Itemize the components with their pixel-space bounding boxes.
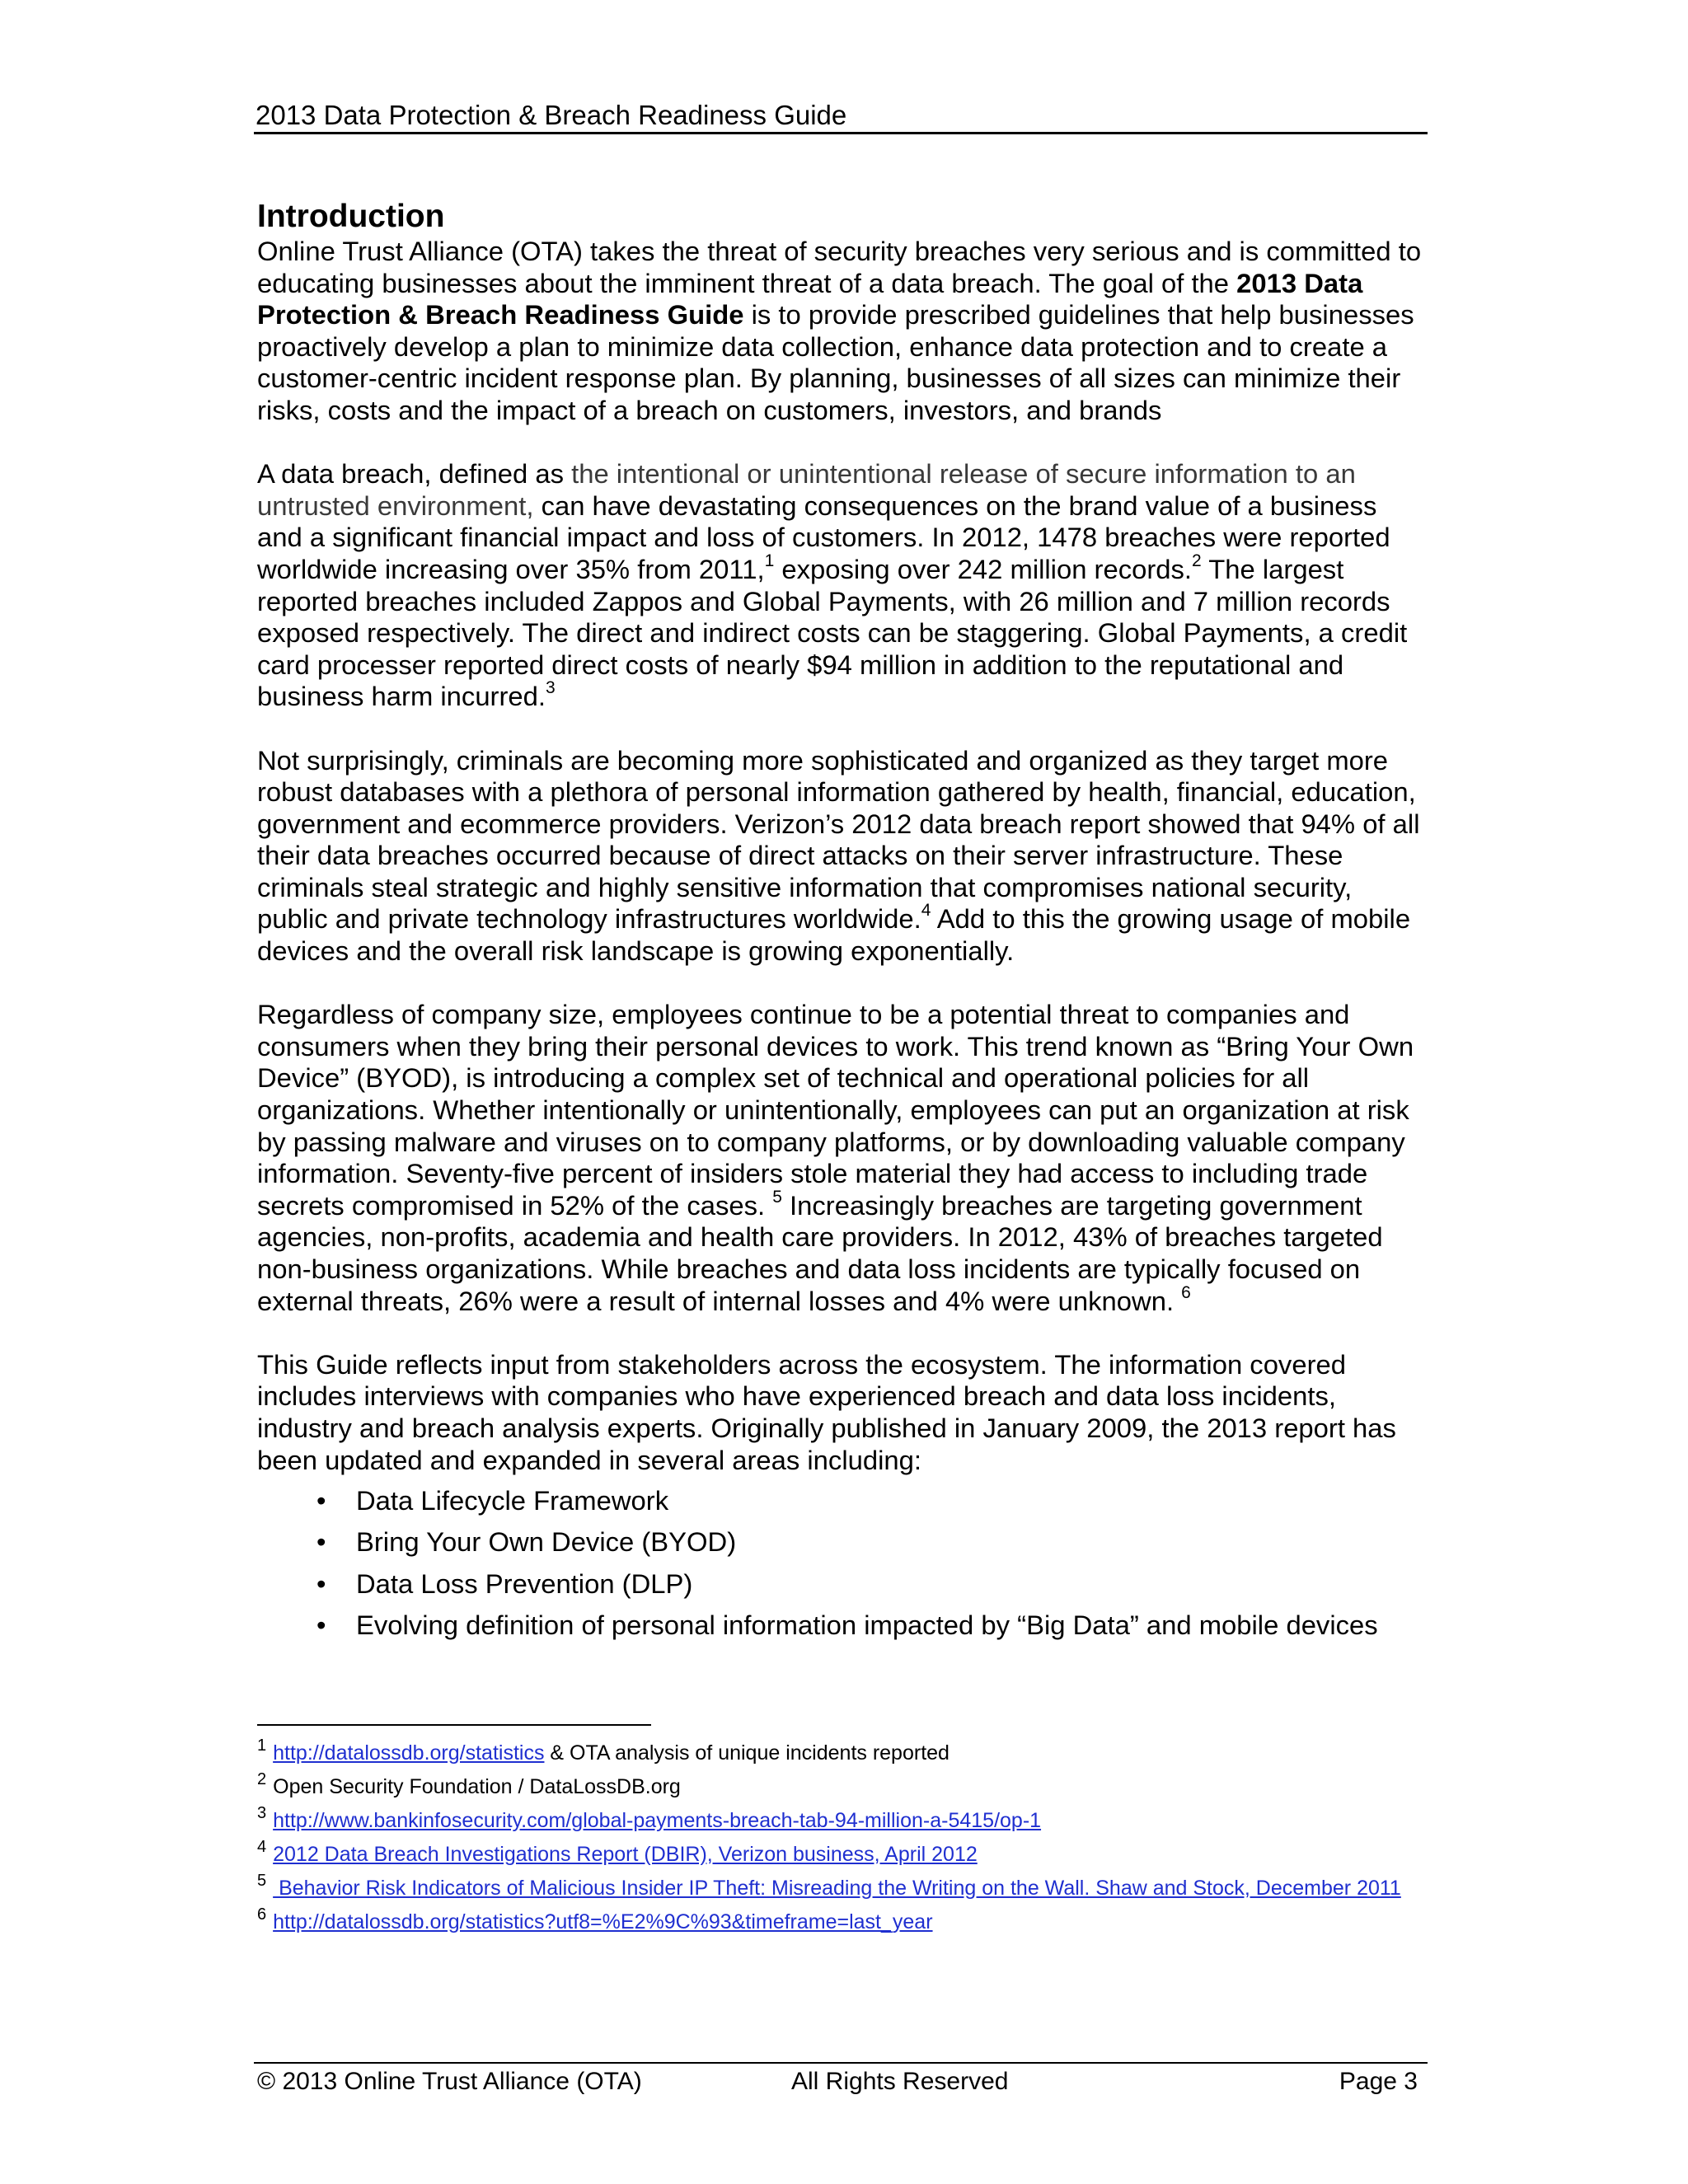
footer-rights: All Rights Reserved xyxy=(791,2068,1009,2095)
footnote-ref-5[interactable]: 5 xyxy=(772,1187,782,1207)
footnote-2: $^2$ Open Security Foundation / DataLossDB.org xyxy=(257,1770,681,1798)
paragraph-2: A data breach, defined as the intentional or unintentional release of secure information to an untrusted environment, can have devastating consequences on the brand value of a business and a significant financial impact and loss of customers. In 2012, 1478 breaches were reported worldwide increasing over 35% from 2011,$^1$ exposing over 242 million records.$^2$ The largest reported breaches included Zappos and Global Payments, with 26 million and 7 million records exposed respectively. The direct and indirect costs can be staggering. Global Payments, a credit card processer reported direct costs of nearly $94 million in addition to the reputational and business harm incurred.$^3$ xyxy=(257,458,1408,712)
footnote-6: $^6$ http://datalossdb.org/statistics?utf8=%E2%9C%93&timeframe=last_year xyxy=(257,1905,933,1933)
guide-title-bold: 2013 Data Protection & Breach Readiness Guide xyxy=(257,267,1363,330)
paragraph-3: Not surprisingly, criminals are becoming more sophisticated and organized as they target more robust databases with a plethora of personal information gathered by health, financial, education, government and ecommerce providers. Verizon’s 2012 data breach report showed that 94% of all their data breaches occurred because of direct attacks on their server infrastructure. These criminals steal strategic and highly sensitive information that compromises national security, public and private technology infrastructures worldwide.$^4$ Add to this the growing usage of mobile devices and the overall risk landscape is growing exponentially. xyxy=(257,744,1420,967)
list-item: • Data Lifecycle Framework xyxy=(257,1480,1428,1522)
footnote-link[interactable]: Behavior Risk Indicators of Malicious Insider IP Theft: Misreading the Writing on the Wall. Shaw and Stock, December 2011 xyxy=(273,1877,1401,1900)
footer-rule xyxy=(254,2062,1428,2064)
running-header: 2013 Data Protection & Breach Readiness Guide xyxy=(256,100,847,130)
bullet-icon: • xyxy=(316,1526,326,1558)
footnote-5: $^5$ Behavior Risk Indicators of Malicious Insider IP Theft: Misreading the Writing on the Wall. Shaw and Stock, December 2011 xyxy=(257,1872,1401,1900)
list-item: • Data Loss Prevention (DLP) xyxy=(257,1563,1428,1605)
paragraph-5: This Guide reflects input from stakeholders across the ecosystem. The information covered includes interviews with companies who have experienced breach and data loss incidents, industry and breach analysis experts. Originally published in January 2009, the 2013 report has been updated and expanded in several areas including: xyxy=(257,1348,1396,1475)
footnote-link[interactable]: http://datalossdb.org/statistics xyxy=(273,1741,545,1765)
body-text xyxy=(257,198,1428,1647)
footnote-link[interactable]: http://datalossdb.org/statistics?utf8=%E2%9C%93&timeframe=last_year xyxy=(273,1910,933,1933)
header-rule xyxy=(254,132,1428,134)
bullet-list xyxy=(257,1480,1428,1647)
footnote-ref-3[interactable]: 3 xyxy=(546,678,556,698)
footer-copyright: © 2013 Online Trust Alliance (OTA) xyxy=(257,2068,642,2095)
bullet-icon: • xyxy=(316,1568,326,1599)
footnote-link[interactable]: http://www.bankinfosecurity.com/global-payments-breach-tab-94-million-a-5415/op-1 xyxy=(273,1809,1042,1832)
footnote-ref-6[interactable]: 6 xyxy=(1181,1282,1191,1302)
list-item: • Evolving definition of personal information impacted by “Big Data” and mobile devices xyxy=(257,1605,1428,1647)
footnote-ref-2[interactable]: 2 xyxy=(1192,551,1202,570)
list-item: • Bring Your Own Device (BYOD) xyxy=(257,1521,1428,1563)
footnote-link[interactable]: 2012 Data Breach Investigations Report (DBIR), Verizon business, April 2012 xyxy=(273,1843,978,1866)
footnote-1: $^1$ http://datalossdb.org/statistics & OTA analysis of unique incidents reported xyxy=(257,1736,950,1765)
breach-definition: the intentional or unintentional release of secure information to an untrusted environment, xyxy=(257,458,1356,521)
paragraph-4: Regardless of company size, employees continue to be a potential threat to companies and consumers when they bring their personal devices to work. This trend known as “Bring Your Own Device” (BYOD), is introducing a complex set of technical and operational policies for all organizations. Whether intentionally or unintentionally, employees can put an organization at risk by passing malware and viruses on to company platforms, or by downloading valuable company information. Seventy-five percent of insiders stole material they had access to including trade secrets compromised in 52% of the cases. $^5$ Increasingly breaches are targeting government agencies, non-profits, academia and health care providers. In 2012, 43% of breaches targeted non-business organizations. While breaches and data loss incidents are typically focused on external threats, 26% were a result of internal losses and 4% were unknown. $^6$ xyxy=(257,999,1414,1316)
footnote-separator xyxy=(257,1724,651,1726)
footnote-ref-4[interactable]: 4 xyxy=(921,901,931,921)
section-heading: Introduction xyxy=(257,199,445,234)
footnotes xyxy=(257,1736,1428,1943)
footnote-3: $^3$ http://www.bankinfosecurity.com/global-payments-breach-tab-94-million-a-5415/op-1 xyxy=(257,1804,1042,1832)
footnote-4: $^4$ 2012 Data Breach Investigations Report (DBIR), Verizon business, April 2012 xyxy=(257,1838,978,1866)
bullet-icon: • xyxy=(316,1610,326,1641)
footnote-ref-1[interactable]: 1 xyxy=(764,551,775,570)
page-number: Page 3 xyxy=(1339,2068,1418,2095)
bullet-icon: • xyxy=(316,1484,326,1516)
paragraph-1: Online Trust Alliance (OTA) takes the threat of security breaches very serious and is committed to educating businesses about the imminent threat of a data breach. The goal of the 2013 Data Protection & Breach Readiness Guide is to provide prescribed guidelines that help businesses proactively develop a plan to minimize data collection, enhance data protection and to create a customer-centric incident response plan. By planning, businesses of all sizes can minimize their risks, costs and the impact of a breach on customers, investors, and brands xyxy=(257,236,1422,425)
